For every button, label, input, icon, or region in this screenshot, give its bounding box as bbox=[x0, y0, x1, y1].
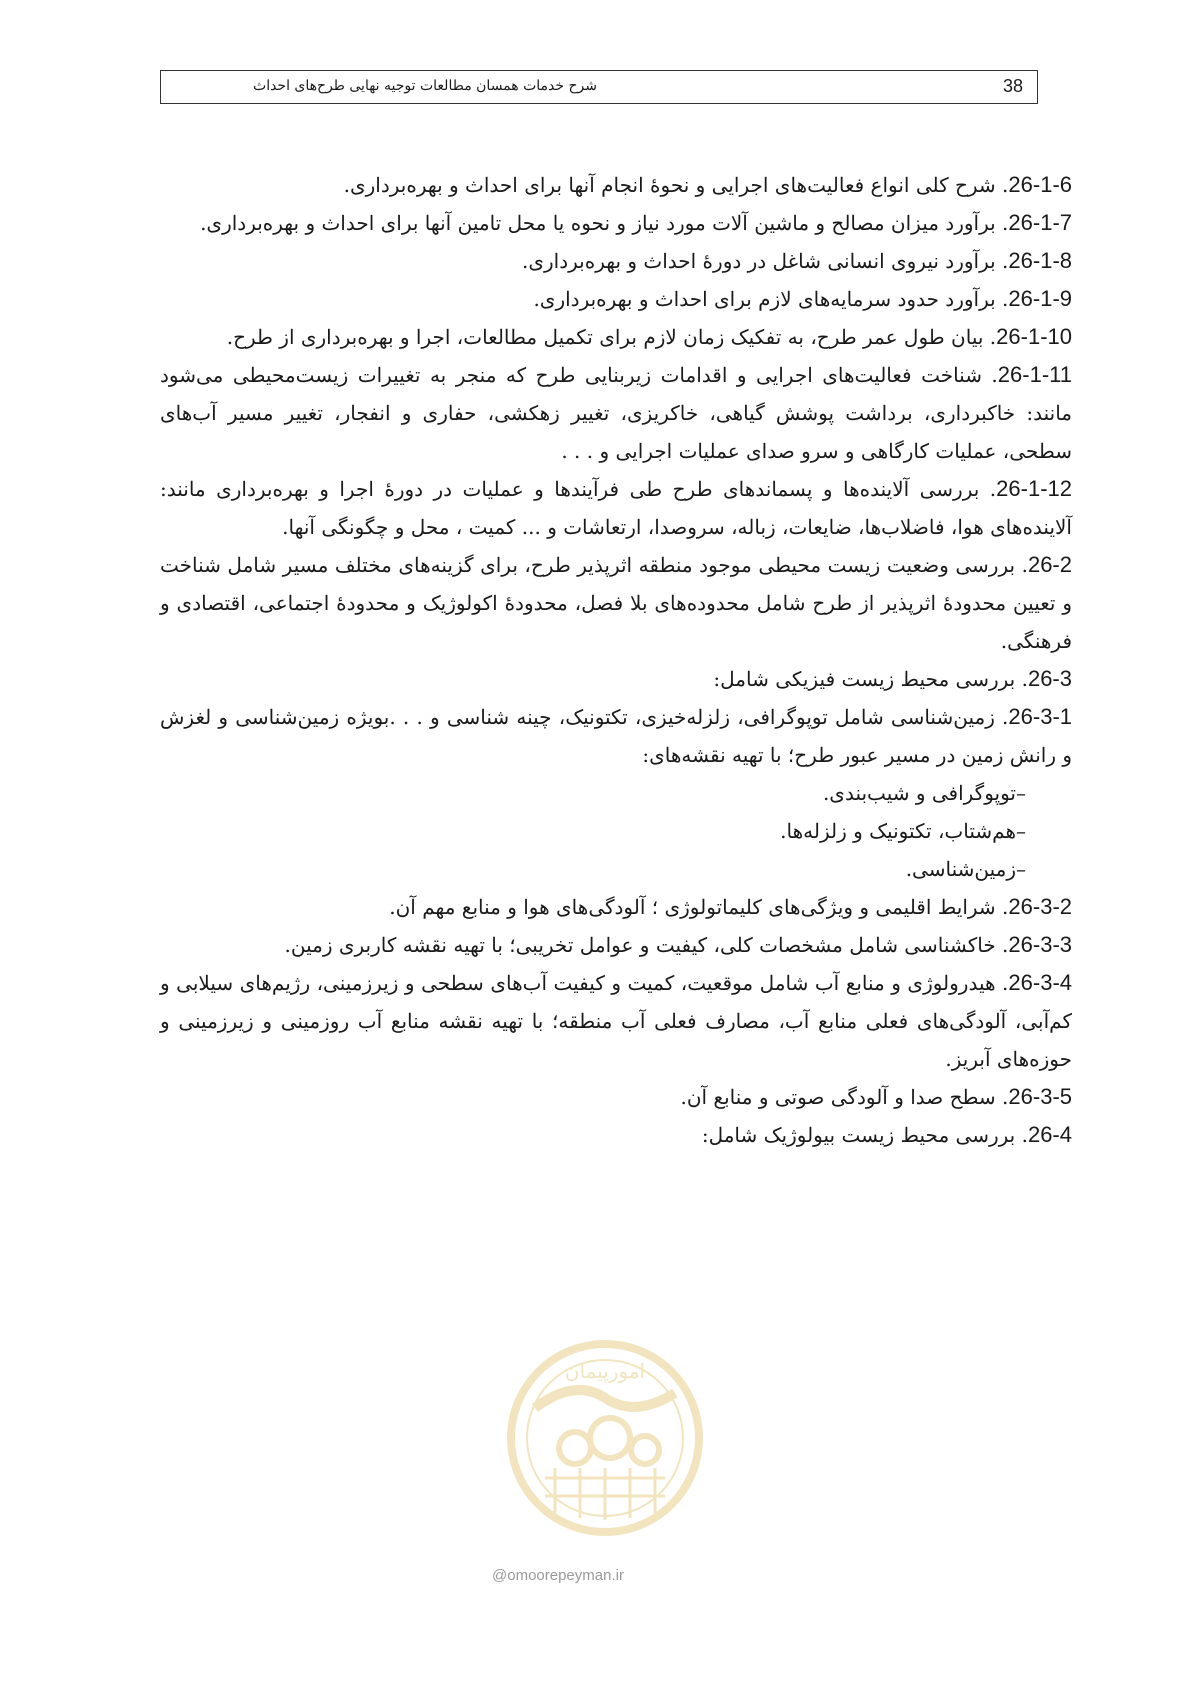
list-item bbox=[160, 546, 1072, 660]
list-item bbox=[160, 318, 1072, 356]
list-item bbox=[160, 280, 1072, 318]
item-number: 26-3-2 bbox=[1008, 894, 1072, 919]
list-item bbox=[160, 1116, 1072, 1154]
document-body bbox=[160, 166, 1072, 1154]
page-number: 38 bbox=[1002, 76, 1023, 96]
list-item bbox=[160, 204, 1072, 242]
item-number: 26-3-5 bbox=[1008, 1084, 1072, 1109]
item-number: 26-3-4 bbox=[1008, 970, 1072, 995]
item-number: 26-1-11 bbox=[997, 362, 1072, 387]
item-text: . بررسی محیط زیست بیولوژیک شامل: bbox=[701, 1123, 1028, 1147]
watermark-logo-text: امورپیمان bbox=[564, 1359, 646, 1383]
list-item bbox=[160, 964, 1072, 1078]
watermark-gear-icon bbox=[559, 1418, 659, 1464]
item-text: . بررسی وضعیت زیست محیطی موجود منطقه اثرپذیر طرح، برای گزینه‌های مختلف مسیر شامل شناخت و تعیین محدودهٔ اثرپذیر از طرح شامل محدوده‌های بلا فصل، محدودهٔ اکولوژیک و محدودهٔ اجتماعی، اقتصادی و فرهنگی. bbox=[160, 553, 1072, 653]
watermark-wave-icon bbox=[535, 1390, 675, 1408]
item-text: . برآورد نیروی انسانی شاغل در دورهٔ احداث و بهره‌برداری. bbox=[521, 249, 1009, 273]
list-item bbox=[160, 926, 1072, 964]
list-item bbox=[160, 698, 1072, 774]
item-text: . بیان طول عمر طرح، به تفکیک زمان لازم برای تکمیل مطالعات، اجرا و بهره‌برداری از طرح. bbox=[226, 325, 997, 349]
item-text: . بررسی آلاینده‌ها و پسماندهای طرح طی فرآیندها و عملیات در دورهٔ اجرا و بهره‌برداری مانند: آلاینده‌های هوا، فاضلاب‌ها، ضایعات، زباله، سروصدا، ارتعاشات و ... کمیت ، محل و چگونگی آنها. bbox=[160, 477, 1072, 539]
page-header bbox=[160, 70, 1038, 104]
item-number: 26-1-8 bbox=[1008, 248, 1072, 273]
list-item bbox=[160, 356, 1072, 470]
item-text: . هیدرولوژی و منابع آب شامل موقعیت، کمیت و کیفیت آب‌های سطحی و زیرزمینی، رژیم‌های سیلابی و کم‌آبی، آلودگی‌های فعلی منابع آب، مصارف فعلی آب منطقه؛ با تهیه نقشه منابع آب روزمینی و زیرزمینی و حوزه‌های آبریز. bbox=[160, 971, 1072, 1071]
item-number: 26-1-12 bbox=[996, 476, 1072, 501]
item-number: 26-3-1 bbox=[1008, 704, 1072, 729]
header-title: شرح خدمات همسان مطالعات توجیه نهایی طرح‌های احداث bbox=[253, 78, 597, 94]
list-item bbox=[160, 166, 1072, 204]
dash-item: –توپوگرافی و شیب‌بندی. bbox=[822, 781, 1026, 805]
list-item bbox=[160, 888, 1072, 926]
item-text: . برآورد حدود سرمایه‌های لازم برای احداث و بهره‌برداری. bbox=[533, 287, 1009, 311]
item-number: 26-1-7 bbox=[1008, 210, 1072, 235]
item-text: . سطح صدا و آلودگی صوتی و منابع آن. bbox=[680, 1085, 1009, 1109]
footer-url bbox=[492, 1567, 624, 1584]
item-text: . بررسی محیط زیست فیزیکی شامل: bbox=[713, 667, 1028, 691]
item-text: . برآورد میزان مصالح و ماشین آلات مورد نیاز و نحوه یا محل تامین آنها برای احداث و بهره‌برداری. bbox=[200, 211, 1009, 235]
item-number: 26-1-10 bbox=[996, 324, 1072, 349]
list-item bbox=[160, 1078, 1072, 1116]
list-item bbox=[160, 660, 1072, 698]
footer-url-text: omoorepeyman.ir bbox=[507, 1567, 624, 1584]
item-number: 26-3-3 bbox=[1008, 932, 1072, 957]
item-text: . زمین‌شناسی شامل توپوگرافی، زلزله‌خیزی، تکتونیک، چینه شناسی و . . .بویژه زمین‌شناسی و لغزش و رانش زمین در مسیر عبور طرح؛ با تهیه نقشه‌های: bbox=[160, 705, 1072, 767]
dash-item: –هم‌شتاب، تکتونیک و زلزله‌ها. bbox=[780, 819, 1026, 843]
item-number: 26-4 bbox=[1027, 1122, 1072, 1147]
watermark-grid-icon bbox=[545, 1468, 665, 1520]
list-item bbox=[160, 470, 1072, 546]
watermark-logo bbox=[505, 1338, 705, 1538]
item-text: . خاکشناسی شامل مشخصات کلی، کیفیت و عوامل تخریبی؛ با تهیه نقشه کاربری زمین. bbox=[284, 933, 1009, 957]
dash-item: –زمین‌شناسی. bbox=[905, 857, 1026, 881]
item-text: . شناخت فعالیت‌های اجرایی و اقدامات زیربنایی طرح که منجر به تغییرات زیست‌محیطی می‌شود مانند: خاکبرداری، برداشت پوشش گیاهی، خاکریزی، تغییر زهکشی، حفاری و انفجار، تغییر مسیر آب‌های سطحی، عملیات کارگاهی و سرو صدای عملیات اجرایی و . . . bbox=[160, 363, 1072, 463]
at-icon: @ bbox=[492, 1567, 508, 1584]
item-number: 26-3 bbox=[1027, 666, 1072, 691]
list-item bbox=[160, 242, 1072, 280]
item-text: . شرح کلی انواع فعالیت‌های اجرایی و نحوهٔ انجام آنها برای احداث و بهره‌برداری. bbox=[343, 173, 1009, 197]
item-number: 26-1-9 bbox=[1008, 286, 1072, 311]
item-text: . شرایط اقلیمی و ویژگی‌های کلیماتولوژی ؛ آلودگی‌های هوا و منابع مهم آن. bbox=[389, 895, 1009, 919]
item-number: 26-2 bbox=[1027, 552, 1072, 577]
item-number: 26-1-6 bbox=[1008, 172, 1072, 197]
